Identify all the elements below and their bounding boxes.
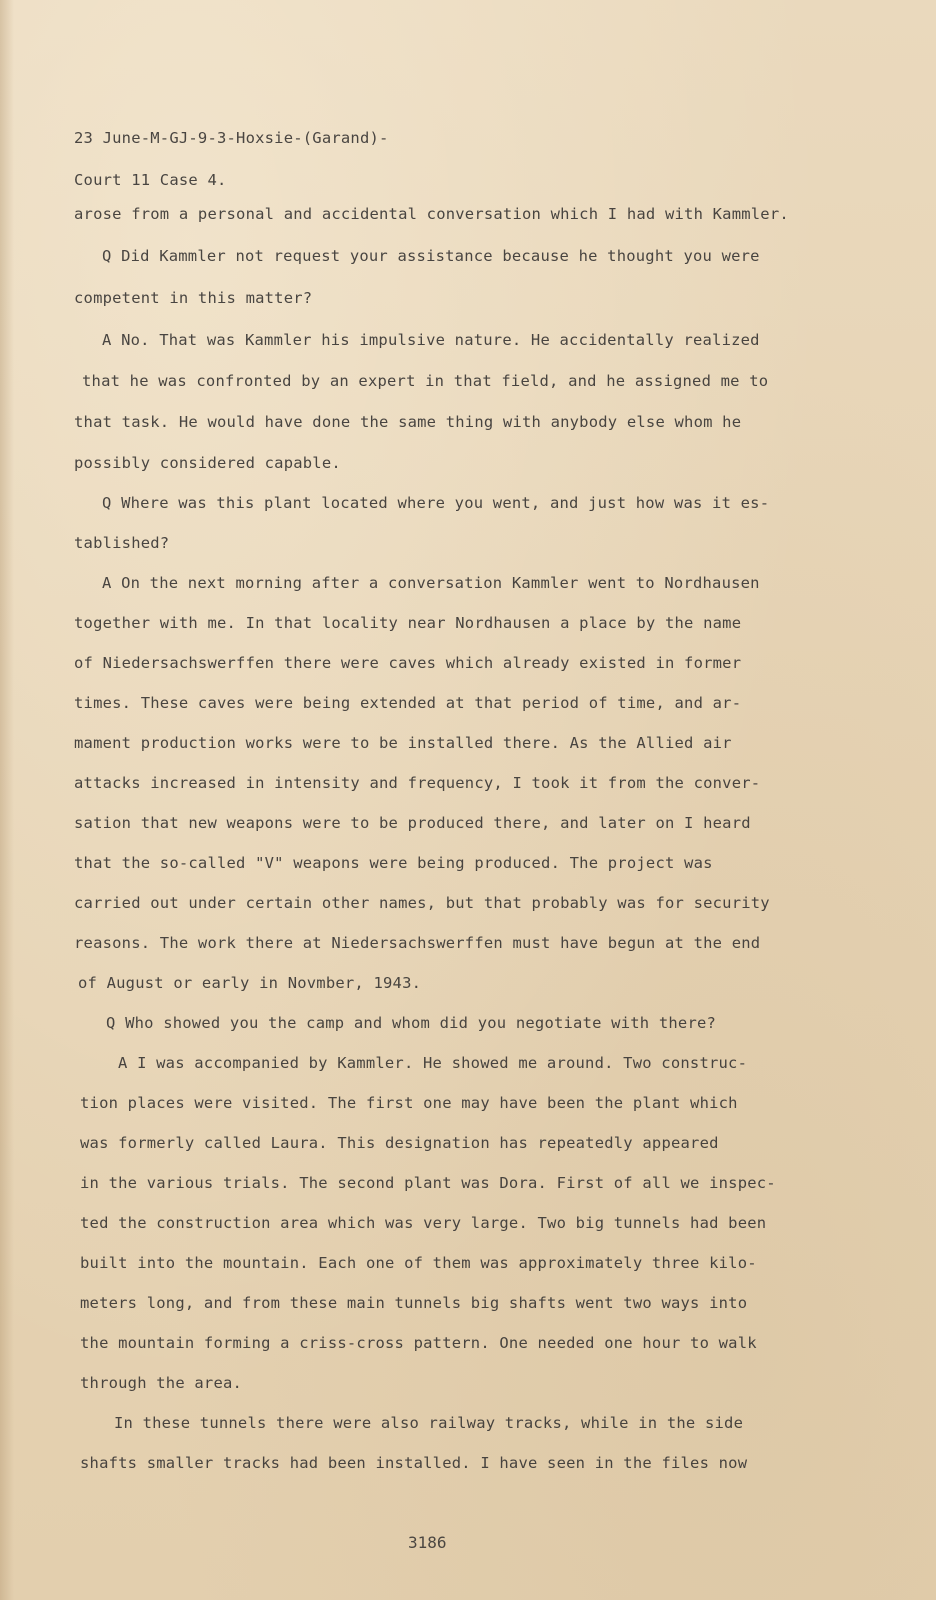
body-line: possibly considered capable. <box>74 454 341 472</box>
body-line: Q Who showed you the camp and whom did you negotiate with there? <box>106 1014 717 1032</box>
body-line: together with me. In that locality near Nordhausen a place by the name <box>74 614 742 632</box>
body-line: that he was confronted by an expert in that field, and he assigned me to <box>82 372 769 390</box>
body-line: times. These caves were being extended at that period of time, and ar- <box>74 694 742 712</box>
body-line: Q Did Kammler not request your assistance because he thought you were <box>102 247 760 265</box>
body-line: the mountain forming a criss-cross pattern. One needed one hour to walk <box>80 1334 757 1352</box>
body-line: arose from a personal and accidental conversation which I had with Kammler. <box>74 205 789 223</box>
header-line-2: Court 11 Case 4. <box>74 171 227 189</box>
body-line: that task. He would have done the same thing with anybody else whom he <box>74 413 742 431</box>
body-line: through the area. <box>80 1374 243 1392</box>
body-line: A On the next morning after a conversation Kammler went to Nordhausen <box>102 574 760 592</box>
body-line: reasons. The work there at Niedersachswerffen must have begun at the end <box>74 934 761 952</box>
body-line: was formerly called Laura. This designation has repeatedly appeared <box>80 1134 719 1152</box>
body-line: A I was accompanied by Kammler. He showed me around. Two construc- <box>118 1054 748 1072</box>
body-line: carried out under certain other names, but that probably was for security <box>74 894 770 912</box>
body-line: of Niedersachswerffen there were caves which already existed in former <box>74 654 742 672</box>
body-line: Q Where was this plant located where you went, and just how was it es- <box>102 494 770 512</box>
body-line: meters long, and from these main tunnels big shafts went two ways into <box>80 1294 748 1312</box>
body-line: attacks increased in intensity and frequency, I took it from the conver- <box>74 774 761 792</box>
body-line: A No. That was Kammler his impulsive nature. He accidentally realized <box>102 331 760 349</box>
body-line: built into the mountain. Each one of them was approximately three kilo- <box>80 1254 757 1272</box>
header-line-1: 23 June-M-GJ-9-3-Hoxsie-(Garand)- <box>74 129 389 147</box>
body-line: mament production works were to be installed there. As the Allied air <box>74 734 732 752</box>
body-line: of August or early in Novmber, 1943. <box>78 974 422 992</box>
body-line: that the so-called "V" weapons were being produced. The project was <box>74 854 713 872</box>
page-number: 3186 <box>408 1533 447 1552</box>
body-line: sation that new weapons were to be produced there, and later on I heard <box>74 814 751 832</box>
body-line: shafts smaller tracks had been installed. I have seen in the files now <box>80 1454 748 1472</box>
body-line: ted the construction area which was very large. Two big tunnels had been <box>80 1214 767 1232</box>
body-line: In these tunnels there were also railway tracks, while in the side <box>114 1414 744 1432</box>
body-line: in the various trials. The second plant was Dora. First of all we inspec- <box>80 1174 776 1192</box>
body-line: tion places were visited. The first one may have been the plant which <box>80 1094 738 1112</box>
body-line: competent in this matter? <box>74 289 313 307</box>
paper-edge-shadow <box>0 0 14 1600</box>
body-line: tablished? <box>74 534 170 552</box>
